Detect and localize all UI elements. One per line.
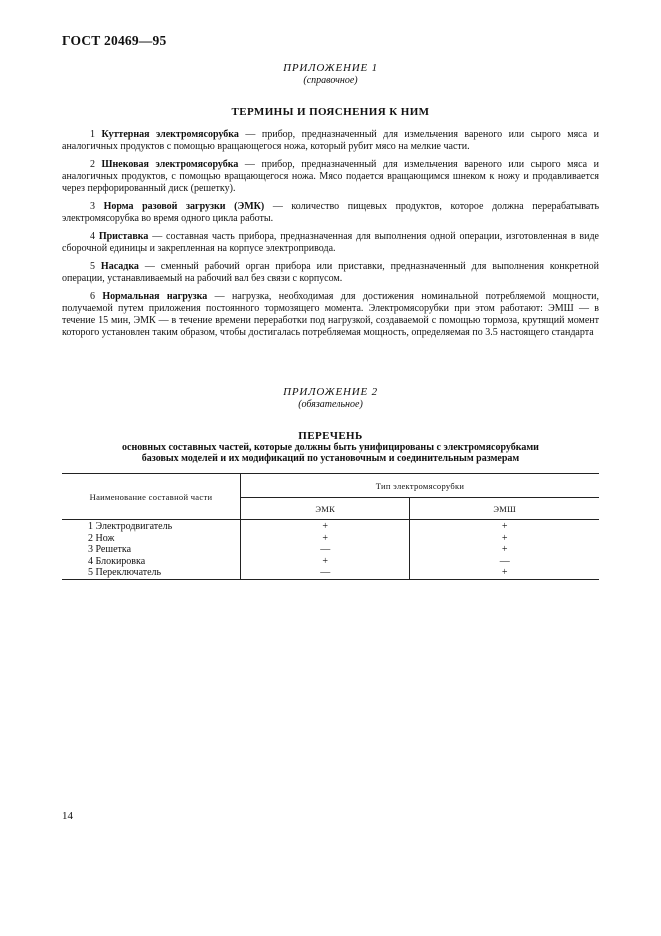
term-paragraph	[62, 129, 599, 153]
table-row	[62, 544, 599, 556]
term-definition: — количество пищевых продуктов, которое должна перерабатывать электромясорубка во время одного цикла работы.	[62, 201, 600, 224]
component-name: Блокировка	[95, 555, 146, 567]
appendix-2-heading: ПЕРЕЧЕНЬ	[298, 430, 363, 442]
appendix-1-heading: ТЕРМИНЫ И ПОЯСНЕНИЯ К НИМ	[231, 106, 430, 118]
term-name: Норма разовой загрузки (ЭМК)	[103, 201, 265, 212]
component-name: Решетка	[95, 544, 132, 555]
terms-list	[62, 129, 599, 345]
document-standard-header: ГОСТ 20469—95	[62, 33, 167, 48]
term-definition: — сменный рабочий орган прибора или приставки, предназначенный для выполнения конкретной операции, устанавливаемый на рабочий вал без связи с корпусом.	[62, 261, 599, 284]
column-header-component-name: Наименование составной части	[62, 474, 241, 520]
component-name-cell	[62, 544, 241, 556]
term-paragraph	[62, 261, 599, 285]
row-number: 5	[88, 567, 93, 578]
term-definition: — прибор, предназначенный для измельчения вареного или сырого мяса и аналогичных продуктов, с помощью вращающегося ножа. Мясо подается вращающимся шнеком к ножу и продавливается через перфорированный диск (решетку).	[62, 159, 599, 194]
row-number: 4	[88, 555, 93, 567]
term-name: Шнековая электромясорубка	[101, 159, 239, 170]
appendix-2-title: ПРИЛОЖЕНИЕ 2	[283, 386, 378, 398]
emk-cell: +	[241, 520, 410, 533]
list-subheading-line-2: базовых моделей и их модификаций по установочным и соединительным размерам	[141, 453, 520, 464]
appendix-1-status: (справочное)	[303, 75, 358, 86]
term-number: 4	[90, 231, 95, 242]
term-name: Нормальная нагрузка	[102, 291, 208, 302]
term-paragraph	[62, 159, 599, 195]
column-header-emk: ЭМК	[241, 498, 410, 520]
emk-cell: —	[241, 544, 410, 556]
component-name-cell	[62, 533, 241, 545]
component-name-cell	[62, 520, 241, 533]
component-name-cell	[62, 556, 241, 568]
table-row	[62, 533, 599, 545]
term-paragraph	[62, 201, 599, 225]
table-row	[62, 567, 599, 579]
emk-cell: +	[241, 556, 410, 568]
term-paragraph	[62, 231, 599, 255]
term-paragraph	[62, 291, 599, 339]
components-table	[62, 473, 599, 580]
term-definition: — составная часть прибора, предназначенная для выполнения одной операции, изготовленная в виде сборочной единицы и закрепленная на корпусе электропривода.	[62, 231, 599, 254]
column-header-emsh: ЭМШ	[410, 498, 599, 520]
term-number: 1	[90, 129, 95, 140]
term-number: 3	[90, 201, 95, 212]
appendix-2-status: (обязательное)	[298, 399, 363, 410]
appendix-1-title: ПРИЛОЖЕНИЕ 1	[283, 62, 378, 74]
term-number: 2	[90, 159, 95, 170]
emk-cell: —	[241, 567, 410, 579]
emsh-cell: —	[410, 556, 599, 568]
term-number: 6	[90, 291, 95, 302]
table-row	[62, 520, 599, 533]
emsh-cell: +	[410, 544, 599, 556]
row-number: 3	[88, 544, 93, 555]
row-number: 2	[88, 532, 93, 544]
term-definition: — прибор, предназначенный для измельчения вареного или сырого мяса и аналогичных продуктов с помощью вращающегося ножа, который рубит мясо на мелкие части.	[62, 129, 600, 152]
component-name: Электродвигатель	[95, 521, 173, 532]
column-header-grinder-type: Тип электромясорубки	[241, 474, 600, 498]
component-name: Нож	[95, 532, 115, 544]
term-number: 5	[90, 261, 95, 272]
emsh-cell: +	[410, 533, 599, 545]
emsh-cell: +	[410, 567, 599, 579]
emk-cell: +	[241, 533, 410, 545]
table-row	[62, 556, 599, 568]
term-name: Куттерная электромясорубка	[101, 129, 239, 140]
term-name: Насадка	[100, 261, 139, 272]
component-name-cell	[62, 567, 241, 579]
term-name: Приставка	[98, 231, 149, 242]
row-number: 1	[88, 521, 93, 532]
component-name: Переключатель	[95, 567, 162, 578]
emsh-cell: +	[410, 520, 599, 533]
term-definition: — нагрузка, необходимая для достижения номинальной потребляемой мощности, получаемой путем приложения постоянного тормозящего момента. Электромясорубки при этом работают: ЭМШ — в течение 15 мин, ЭМК — в течение времени переработки под нагрузкой, создаваемой с помощью тормоза, крутящий момент которого установлен таким образом, чтобы достигалась потребляемая мощность, определяемая по 3.5 настоящего стандарта	[62, 291, 600, 338]
page-number: 14	[62, 810, 73, 822]
list-subheading-line-1: основных составных частей, которые должны быть унифицированы с электромясорубками	[122, 442, 539, 453]
